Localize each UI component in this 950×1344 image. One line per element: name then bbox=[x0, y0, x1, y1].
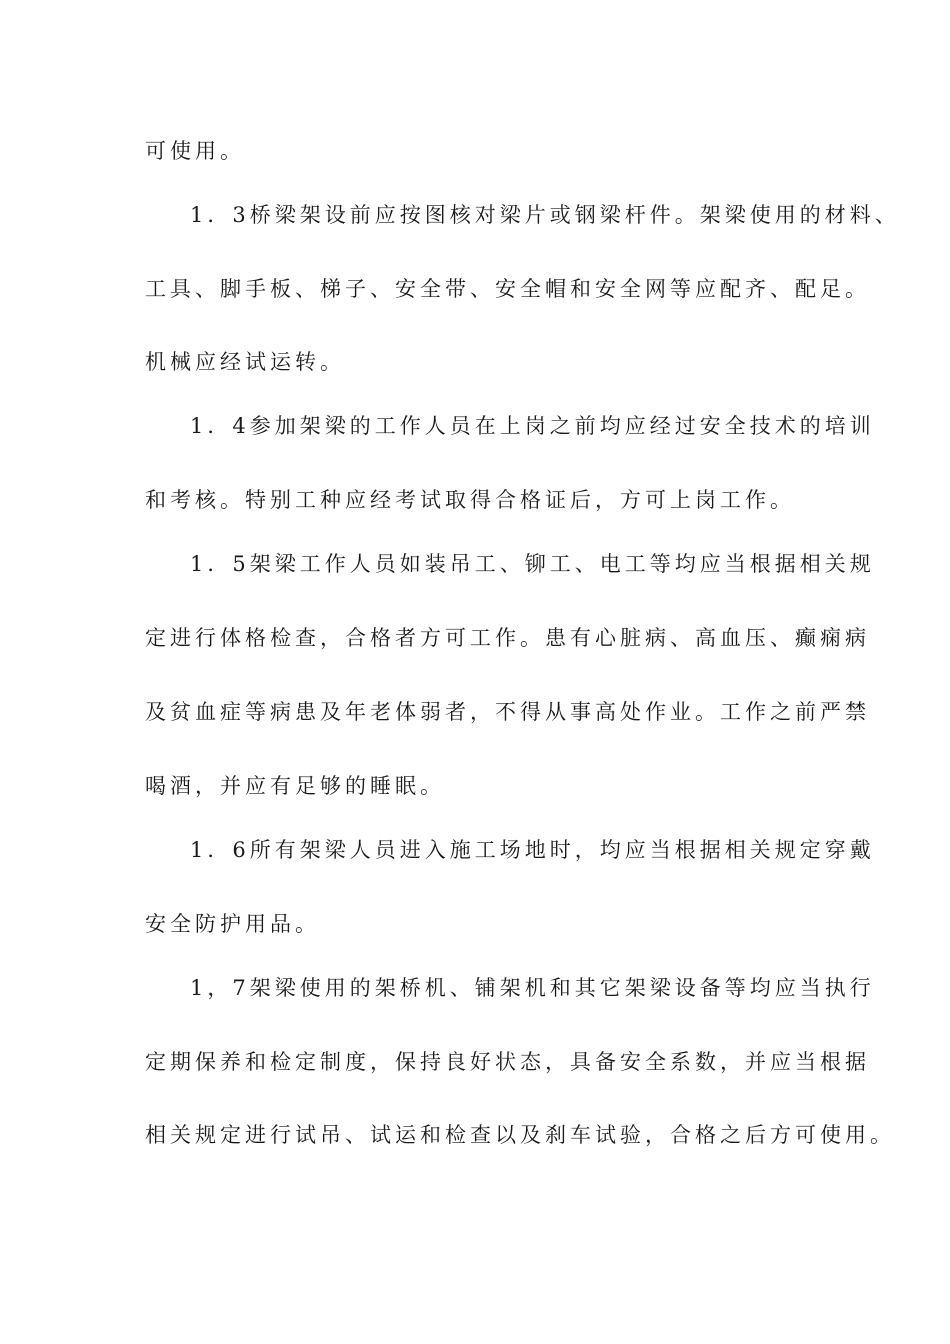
paragraph-1-7-start: 1，7架梁使用的架桥机、铺架机和其它架梁设备等均应当执行 bbox=[190, 976, 875, 1000]
paragraph-1-5-start: 1．5架梁工作人员如装吊工、铆工、电工等均应当根据相关规 bbox=[190, 552, 875, 576]
paragraph-1-4-start: 1．4参加架梁的工作人员在上岗之前均应经过安全技术的培训 bbox=[190, 414, 875, 438]
text-line: 定期保养和检定制度，保持良好状态，具备安全系数，并应当根据 bbox=[145, 1050, 870, 1074]
text-line: 定进行体格检查，合格者方可工作。患有心脏病、高血压、癫痫病 bbox=[145, 626, 870, 650]
text-line: 相关规定进行试吊、试运和检查以及刹车试验，合格之后方可使用。 bbox=[145, 1123, 895, 1147]
text-line: 及贫血症等病患及年老体弱者，不得从事高处作业。工作之前严禁 bbox=[145, 700, 870, 724]
text-line: 喝酒，并应有足够的睡眠。 bbox=[145, 774, 445, 798]
text-line: 可使用。 bbox=[145, 139, 245, 163]
text-line: 工具、脚手板、梯子、安全带、安全帽和安全网等应配齐、配足。 bbox=[145, 277, 870, 301]
text-line: 和考核。特别工种应经考试取得合格证后，方可上岗工作。 bbox=[145, 488, 795, 512]
paragraph-1-6-start: 1．6所有架梁人员进入施工场地时，均应当根据相关规定穿戴 bbox=[190, 838, 875, 862]
paragraph-1-3-start: 1．3桥梁架设前应按图核对梁片或钢梁杆件。架梁使用的材料、 bbox=[190, 203, 900, 227]
text-line: 机械应经试运转。 bbox=[145, 350, 345, 374]
text-line: 安全防护用品。 bbox=[145, 912, 320, 936]
